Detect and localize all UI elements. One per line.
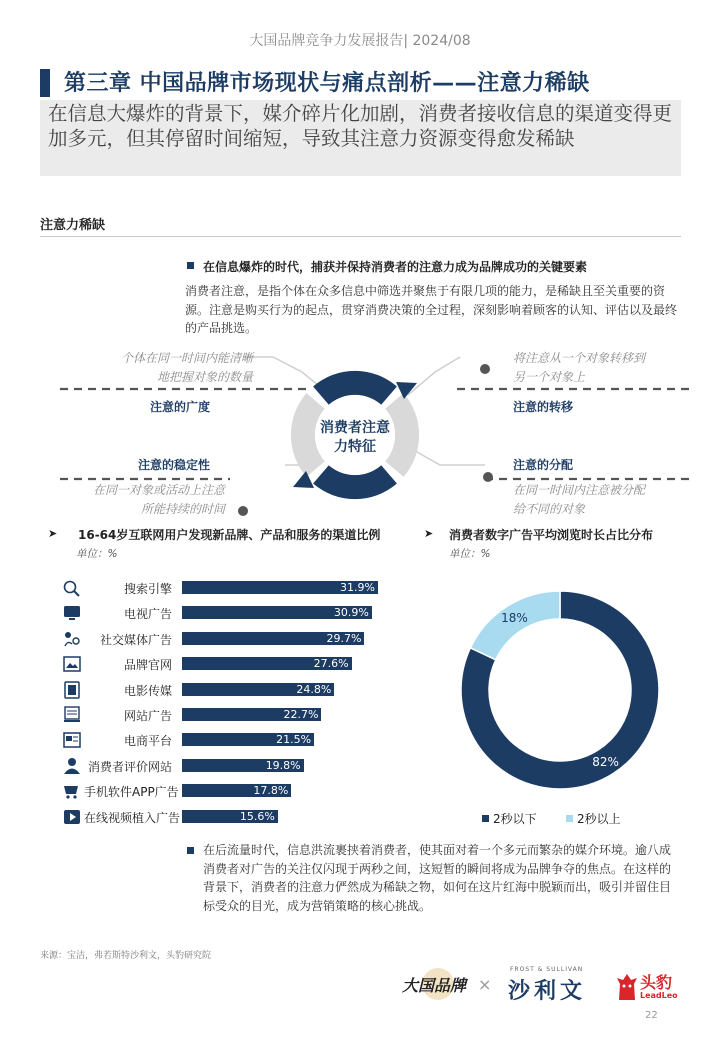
shop-icon: [62, 731, 82, 749]
note-stability: [40, 481, 225, 519]
feature-label-transfer: 注意的转移: [513, 400, 574, 414]
bar-category-label: 社交媒体广告: [99, 632, 172, 647]
feature-label-breadth: 注意的广度: [150, 400, 211, 414]
center-text-line1: 消费者注意: [320, 420, 390, 436]
legend-item-below-2s: [482, 808, 537, 827]
user-review-icon: [62, 757, 82, 775]
connector-bottom-right: [410, 448, 485, 465]
bar: [182, 632, 364, 645]
web-ad-icon: [62, 706, 82, 724]
chapter-title: 第三章 中国品牌市场现状与痛点剖析——注意力稀缺: [64, 71, 590, 96]
legend-swatch-light: [566, 815, 573, 822]
search-icon: [62, 579, 82, 597]
center-text-line2: 力特征: [334, 439, 376, 455]
bar-category-label: 电商平台: [123, 734, 172, 749]
note-distribution-line2: 给不同的对象: [513, 502, 586, 516]
bar-category-label: 电影传媒: [123, 683, 172, 698]
bar: [182, 733, 314, 746]
note-transfer-line1: 将注意从一个对象转移到: [513, 351, 646, 365]
node-dot-bottom-right: [483, 472, 493, 482]
bar-category-label: 手机软件APP广告: [84, 785, 179, 800]
donut-value-label: 82%: [592, 754, 619, 769]
bar: [182, 784, 291, 797]
bar-value-label: 24.8%: [296, 682, 332, 696]
bar-value-label: 17.8%: [253, 784, 289, 798]
conclusion-text: 在后流量时代，信息洪流裹挟着消费者，使其面对着一个多元而繁杂的媒介环境。逾八成消费者对广告的关注仅闪现于两秒之间，这短暂的瞬间将成为品牌争夺的焦点。在这样的背景下，消费者的注意力俨然成为稀缺之物，如何在这片红海中脱颖而出，吸引并留住目标受众的目光，成为营销策略的核心挑战。: [203, 843, 672, 913]
donut-value-label: 18%: [501, 611, 528, 626]
page-number: 22: [645, 1010, 658, 1021]
note-distribution: [513, 481, 688, 519]
donut-chart-marker: ➤: [424, 527, 434, 540]
legend-swatch-dark: [482, 815, 489, 822]
bar: [182, 606, 372, 619]
bullet-square-icon: [187, 262, 194, 269]
times-symbol: ×: [478, 975, 492, 994]
bar-value-label: 29.7%: [326, 631, 362, 645]
legend-label-above-2s: 2秒以上: [577, 812, 621, 826]
tv-icon: [62, 604, 82, 622]
bar-category-label: 消费者评价网站: [87, 759, 172, 774]
bar: [182, 581, 378, 594]
cycle-ring: [291, 371, 419, 499]
intro-body: 消费者注意，是指个体在众多信息中筛选并聚焦于有限几项的能力，是稀缺且至关重要的资源。注意是购买行为的起点，贯穿消费决策的全过程，深刻影响着顾客的认知、评估以及最终的产品挑选。: [185, 284, 678, 335]
legend-label-below-2s: 2秒以下: [493, 812, 537, 826]
source-note: 来源：宝洁，弗若斯特沙利文，头豹研究院: [40, 951, 212, 961]
section-label: 注意力稀缺: [40, 218, 106, 233]
bar-chart-unit: 单位：%: [76, 548, 118, 560]
intro-heading: 在信息爆炸的时代，捕获并保持消费者的注意力成为品牌成功的关键要素: [203, 260, 588, 274]
summary-banner-text: 在信息大爆炸的背景下，媒介碎片化加剧，消费者接收信息的渠道变得更加多元，但其停留时间缩短，导致其注意力资源变得愈发稀缺: [48, 102, 673, 150]
brand-logo: [400, 966, 472, 1002]
brand-logo-text: 大国品牌: [402, 976, 467, 995]
bar-chart-title: 16-64岁互联网用户发现新品牌、产品和服务的渠道比例: [78, 528, 381, 542]
bar-value-label: 15.6%: [239, 809, 275, 823]
node-dot-top-right: [480, 364, 490, 374]
bar-chart-marker: ➤: [48, 527, 58, 540]
bar-category-label: 网站广告: [123, 709, 172, 723]
donut-chart: [450, 580, 670, 800]
note-breadth-line1: 个体在同一时间内能清晰: [120, 351, 253, 365]
bar-category-label: 搜索引擎: [123, 582, 172, 596]
note-breadth-line2: 地把握对象的数量: [156, 370, 253, 384]
feature-label-distribution: 注意的分配: [513, 458, 574, 472]
bar: [182, 810, 278, 823]
donut-chart-title: 消费者数字广告平均浏览时长占比分布: [449, 528, 654, 542]
note-breadth: [40, 349, 253, 387]
leadleo-en: LeadLeo: [640, 991, 678, 1000]
report-header-title: 大国品牌竞争力发展报告| 2024/08: [249, 33, 471, 49]
bar-value-label: 22.7%: [283, 708, 319, 721]
leopard-icon: [616, 972, 638, 1002]
bar: [182, 759, 304, 772]
note-distribution-line1: 在同一时间内注意被分配: [513, 483, 646, 497]
bar-value-label: 27.6%: [313, 657, 349, 671]
social-icon: [62, 630, 82, 648]
bar: [182, 708, 321, 721]
film-icon: [62, 681, 82, 699]
note-transfer-line2: 另一个对象上: [513, 370, 586, 384]
video-play-icon: [62, 808, 82, 826]
bar-value-label: 31.9%: [340, 581, 375, 594]
bar: [182, 657, 352, 670]
chapter-accent-bar: [40, 69, 50, 97]
section-divider: [40, 236, 681, 237]
bar-value-label: 21.5%: [276, 733, 312, 747]
legend-item-above-2s: [566, 808, 621, 827]
bar: [182, 683, 334, 696]
bar-category-label: 品牌官网: [123, 658, 172, 673]
note-stability-line2: 所能持续的时间: [140, 502, 225, 516]
bar-category-label: 电视广告: [123, 607, 172, 622]
donut-chart-unit: 单位：%: [449, 548, 491, 560]
phone-app-icon: [62, 782, 82, 800]
leadleo-cn: 头豹: [640, 973, 673, 992]
feature-label-stability: 注意的稳定性: [138, 458, 211, 472]
ring-arrow-bottom-left: [293, 471, 314, 488]
note-stability-line1: 在同一对象或活动上注意: [92, 483, 225, 497]
donut-slice: [470, 591, 560, 660]
summary-banner: [40, 100, 681, 176]
website-icon: [62, 655, 82, 673]
bar-value-label: 30.9%: [333, 606, 369, 620]
bar-category-label: 在线视频植入广告: [84, 810, 181, 825]
connector-top-right: [408, 357, 460, 395]
frost-sullivan-logo: 沙利文: [508, 979, 587, 1004]
note-transfer: [513, 349, 688, 387]
frost-sullivan-en: FROST & SULLIVAN: [510, 966, 584, 973]
node-dot-bottom-left: [238, 506, 248, 516]
bullet-square-icon: [187, 847, 194, 854]
bar-value-label: 19.8%: [265, 758, 301, 772]
